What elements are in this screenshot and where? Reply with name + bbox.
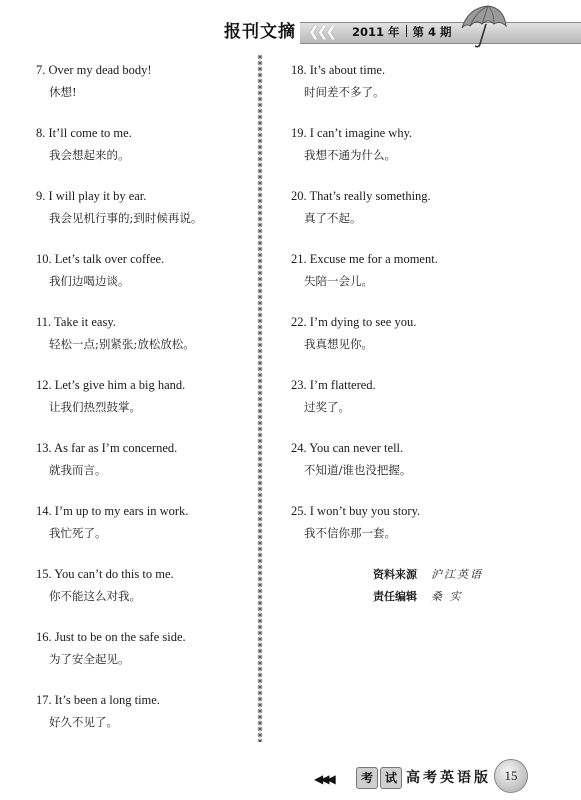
phrase-english: 21. Excuse me for a moment. [291,252,438,266]
page-header [0,0,581,52]
list-item [36,503,266,541]
phrase-english: 23. I’m flattered. [291,378,376,392]
phrase-english: 15. You can’t do this to me. [36,567,174,581]
phrase-chinese: 不知道/谁也没把握。 [304,463,412,477]
phrase-english: 16. Just to be on the safe side. [36,630,186,644]
phrase-chinese: 好久不见了。 [49,715,118,729]
list-item [36,251,266,289]
phrase-english: 11. Take it easy. [36,315,116,329]
phrase-chinese: 时间差不多了。 [304,85,385,99]
footer-box-kao: 考 [356,767,378,789]
phrase-chinese: 我真想见你。 [304,337,373,351]
editor-label: 责任编辑 [373,590,417,603]
phrase-chinese: 轻松一点;别紧张;放松放松。 [49,337,195,351]
edition-name: 高考英语版 [406,770,491,786]
magazine-title: 报刊文摘 [224,22,296,42]
list-item [36,314,266,352]
phrase-chinese: 过奖了。 [304,400,350,414]
page-number: 15 [494,759,528,793]
phrase-english: 13. As far as I’m concerned. [36,441,178,455]
list-item [36,125,266,163]
list-item [291,314,521,352]
list-item [291,188,521,226]
list-item [36,188,266,226]
phrase-chinese: 休想! [49,85,77,99]
issue-number: 第 4 期 [412,25,452,39]
editor-value: 桑 实 [431,590,463,603]
phrase-english: 25. I won’t buy you story. [291,504,421,518]
phrase-english: 19. I can’t imagine why. [291,126,413,140]
list-item [36,62,266,100]
chevrons-icon: ❮❮❮ [308,24,335,40]
editor-credit [373,586,483,608]
phrase-english: 8. It’ll come to me. [36,126,132,140]
list-item [36,692,266,730]
phrase-chinese: 我会见机行事的;到时候再说。 [49,211,203,225]
phrase-english: 9. I will play it by ear. [36,189,147,203]
issue-info [352,22,452,42]
phrase-chinese: 我想不通为什么。 [304,148,396,162]
phrase-english: 22. I’m dying to see you. [291,315,417,329]
page-footer [0,756,581,800]
phrase-english: 20. That’s really something. [291,189,431,203]
phrase-chinese: 我不信你那一套。 [304,526,396,540]
arrows-icon: ◀◀◀ [314,772,333,786]
phrase-chinese: 我忙死了。 [49,526,107,540]
phrase-chinese: 为了安全起见。 [49,652,130,666]
column-divider [253,54,267,742]
list-item [291,62,521,100]
issue-year: 2011 年 [352,25,400,39]
list-item [291,125,521,163]
phrase-english: 24. You can never tell. [291,441,404,455]
phrase-english: 10. Let’s talk over coffee. [36,252,165,266]
phrase-chinese: 你不能这么对我。 [49,589,141,603]
list-item [291,377,521,415]
umbrella-icon [458,4,508,52]
phrase-english: 14. I’m up to my ears in work. [36,504,189,518]
phrase-chinese: 就我而言。 [49,463,107,477]
list-item [36,629,266,667]
credits [373,564,483,608]
list-item [291,503,521,541]
phrase-chinese: 失陪一会儿。 [304,274,373,288]
list-item [291,440,521,478]
source-label: 资料来源 [373,568,417,581]
phrase-chinese: 我们边喝边谈。 [49,274,130,288]
footer-box-shi: 试 [380,767,402,789]
issue-separator [406,25,407,37]
source-credit [373,564,483,586]
phrase-chinese: 让我们热烈鼓掌。 [49,400,141,414]
phrase-english: 12. Let’s give him a big hand. [36,378,186,392]
phrase-english: 18. It’s about time. [291,63,386,77]
phrase-chinese: 我会想起来的。 [49,148,130,162]
phrase-english: 7. Over my dead body! [36,63,152,77]
phrase-english: 17. It’s been a long time. [36,693,160,707]
list-item [36,377,266,415]
phrase-chinese: 真了不起。 [304,211,362,225]
source-value: 沪江英语 [431,568,483,581]
list-item [36,566,266,604]
list-item [291,251,521,289]
list-item [36,440,266,478]
